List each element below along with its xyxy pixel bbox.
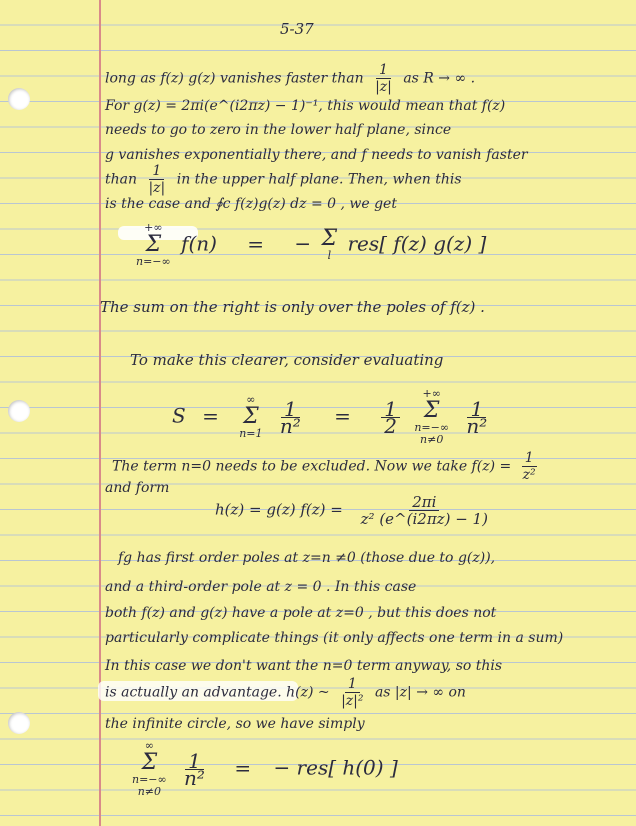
text-line-9 [112, 450, 543, 483]
text-line-13: both f(z) and g(z) have a pole at z=0 , but this does not [105, 605, 497, 621]
sum-lower-limit: n=−∞ [132, 773, 167, 786]
binder-hole-middle [8, 400, 30, 422]
text-line-6: is the case and ∮c f(z)g(z) dz = 0 , we get [105, 196, 397, 212]
text-line-16 [105, 676, 466, 709]
sum-lower-limit: n=1 [239, 427, 263, 440]
fraction-denominator: |z|² [341, 693, 364, 709]
fraction-one-half [381, 396, 400, 438]
text-line-4: g vanishes exponentially there, and f needs to vanish faster [105, 147, 528, 163]
sum-lower-exclusion: n≠0 [420, 433, 444, 446]
fraction-denominator: z² (e^(i2πz) − 1) [360, 510, 488, 528]
fraction-numerator: 1 [522, 450, 537, 467]
sum-lower-exclusion: n≠0 [137, 785, 161, 798]
h-definition-lhs: h(z) = g(z) f(z) = [215, 500, 343, 519]
fraction-one-over-absz2 [338, 676, 366, 709]
fraction-numerator: 1 [376, 62, 391, 79]
sigma-icon: Σ [141, 750, 158, 775]
fraction-denominator: |z| [148, 180, 166, 196]
sum-symbol [132, 740, 167, 798]
equals-sign: = [334, 403, 351, 428]
text-line-15: In this case we don't want the n=0 term anyway, so this [105, 658, 503, 674]
sum-symbol [322, 228, 338, 262]
sigma-icon: Σ [145, 232, 162, 257]
sum-upper-limit: +∞ [144, 221, 163, 234]
equation-h-definition [215, 494, 495, 527]
equation-final-residue [128, 740, 398, 810]
fraction-one-over-n2 [463, 396, 490, 438]
equals-sign: = [234, 755, 252, 780]
text-line-5 [105, 163, 462, 196]
sum-symbol [136, 222, 171, 268]
page-number: 5-37 [280, 20, 314, 38]
sum-lower-limit: n=−∞ [414, 421, 450, 434]
text-line-17: the infinite circle, so we have simply [105, 716, 365, 732]
fraction-denominator: 2 [384, 413, 397, 438]
text-line-2: For g(z) = 2πi(e^(i2πz) − 1)⁻¹, this would mean that f(z) [105, 98, 506, 114]
fraction-numerator: 1 [467, 401, 486, 418]
text-line-16a: is actually an advantage. h(z) ~ [105, 684, 330, 701]
equation-S-definition [172, 388, 494, 448]
text-line-16b: as |z| → ∞ on [374, 684, 466, 701]
sigma-icon: Σ [243, 404, 259, 429]
residue-expression: res[ f(z) g(z) ] [347, 231, 487, 256]
text-line-5b: in the upper half plane. Then, when this [176, 171, 462, 188]
sum-upper-limit: +∞ [422, 387, 441, 400]
fraction-denominator: n² [279, 413, 301, 438]
sum-lower-l: l [327, 249, 332, 262]
text-line-12: and a third-order pole at z = 0 . In this case [105, 579, 417, 595]
text-line-10: and form [105, 480, 170, 496]
text-line-3: needs to go to zero in the lower half plane, since [105, 122, 452, 138]
fraction-one-over-z2 [520, 450, 539, 483]
text-line-1a: long as f(z) g(z) vanishes faster than [105, 70, 364, 87]
sigma-icon: Σ [423, 398, 440, 423]
text-line-1 [105, 62, 475, 95]
text-line-9a: The term n=0 needs to be excluded. Now we take f(z) = [112, 458, 512, 475]
residue-h0: − res[ h(0) ] [273, 755, 398, 780]
fraction-one-over-n2 [181, 748, 208, 790]
text-line-5a: than [105, 171, 138, 188]
text-line-8: To make this clearer, consider evaluating [130, 351, 444, 369]
fraction-denominator: |z| [375, 79, 392, 95]
fraction-h [358, 494, 491, 527]
fraction-one-over-absz [372, 62, 395, 95]
sum-upper-limit: ∞ [246, 393, 256, 406]
text-line-7: The sum on the right is only over the poles of f(z) . [100, 298, 485, 316]
f-of-n: f(n) [181, 231, 217, 256]
text-line-14: particularly complicate things (it only affects one term in a sum) [105, 630, 564, 646]
text-line-11: fg has first order poles at z=n ≠0 (those due to g(z)), [118, 550, 496, 566]
binder-hole-top [8, 88, 30, 110]
fraction-numerator: 2πi [409, 494, 439, 511]
sum-lower-limit: n=−∞ [136, 255, 171, 268]
fraction-one-over-n2 [277, 396, 304, 438]
sum-upper-limit: ∞ [144, 739, 154, 752]
fraction-numerator: 1 [345, 676, 360, 693]
binder-hole-bottom [8, 712, 30, 734]
fraction-denominator: n² [184, 765, 205, 790]
fraction-numerator: 1 [149, 163, 164, 180]
sigma-icon: Σ [321, 226, 338, 251]
equals-sign: = [202, 403, 219, 428]
fraction-numerator: 1 [381, 401, 400, 418]
minus-sign: − [294, 231, 312, 256]
equals-sign: = [247, 231, 265, 256]
fraction-one-over-absz [145, 163, 168, 196]
sum-symbol [239, 394, 262, 440]
equation-sum-residues [132, 222, 486, 272]
fraction-numerator: 1 [185, 753, 204, 770]
fraction-denominator: n² [466, 413, 488, 438]
sum-symbol [414, 388, 449, 446]
fraction-denominator: z² [522, 467, 536, 483]
S-symbol: S [172, 403, 186, 428]
fraction-numerator: 1 [281, 401, 300, 418]
text-line-1b: as R → ∞ . [403, 70, 476, 87]
